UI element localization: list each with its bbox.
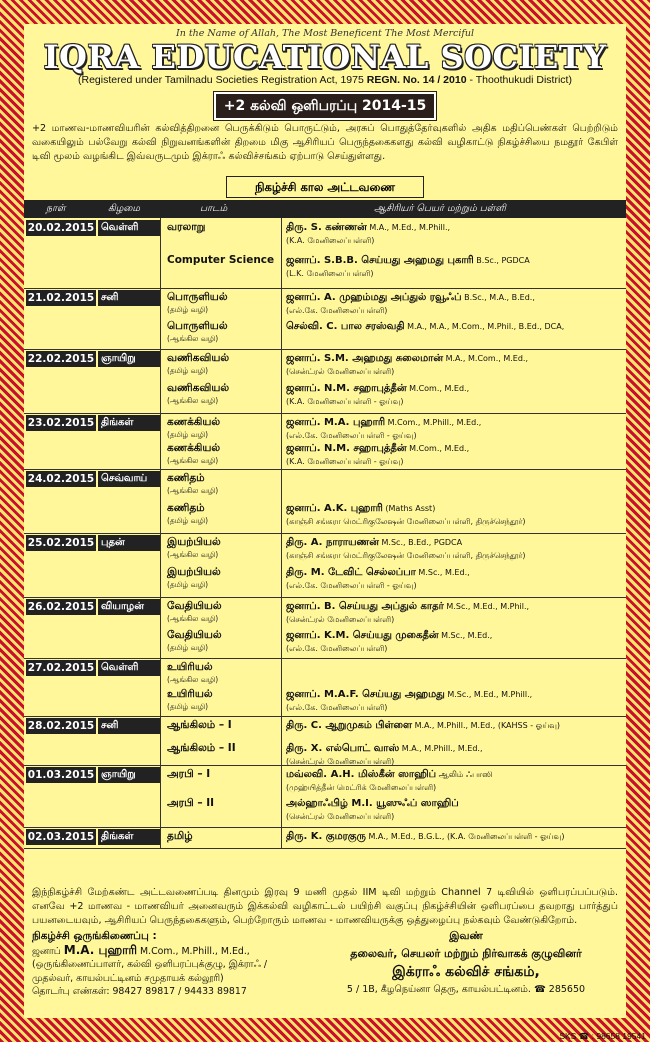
subject-name: கணிதம் [167, 472, 205, 484]
schedule-row [24, 597, 626, 659]
row-day: சனி [98, 290, 160, 306]
teacher-school: (சென்ட்ரல் மேனிலைப்பள்ளி) [286, 757, 395, 766]
schedule-row [24, 413, 626, 470]
subject-name: கணக்கியல் [167, 442, 221, 454]
organizer-title: நிகழ்ச்சி ஒருங்கிணைப்பு : [32, 930, 157, 942]
signatory-line3: 5 / 1B, கீழநெய்னா தெரு, காயல்பட்டினம். ☎ 285650 [346, 984, 586, 995]
society-title: IQRA EDUCATIONAL SOCIETY [43, 38, 607, 76]
row-day: ஞாயிறு [98, 767, 160, 783]
teacher-quals: M.Com., M.Ed., [406, 444, 470, 453]
teacher-school: (எல்.கே. மேனிலைப்பள்ளி - ஓய்வு) [286, 431, 417, 440]
teacher-quals: M.Sc., M.Ed., M.Phil., [443, 602, 530, 611]
teacher-quals: M.Sc., B.Ed., PGDCA [378, 538, 463, 547]
column-divider [160, 349, 161, 413]
teacher-school: (முஹ்யித்தீன் மெட்ரிக் மேனிலைப்பள்ளி) [286, 783, 437, 792]
subject-medium: (தமிழ் வழி) [167, 430, 209, 439]
subject-medium: (ஆங்கில வழி) [167, 486, 219, 495]
column-divider [160, 765, 161, 827]
teacher-line [286, 321, 564, 333]
header-day: கிழமை [108, 203, 141, 214]
teacher-line [286, 255, 530, 267]
column-divider [160, 413, 161, 469]
schedule-title: நிகழ்ச்சி கால அட்டவணை [226, 176, 424, 198]
subject-name: உயிரியல் [167, 688, 213, 700]
column-divider [160, 218, 161, 288]
teacher-school: (K.A. மேனிலைப்பள்ளி - ஓய்வு) [286, 457, 404, 466]
program-banner: +2 கல்வி ஒளிபரப்பு 2014-15 [214, 92, 436, 120]
schedule-row [24, 716, 626, 766]
column-divider [281, 288, 282, 349]
teacher-school: (எல்.கே. மேனிலைப்பள்ளி - ஓய்வு) [286, 581, 417, 590]
teacher-quals: M.A., M.Ed., B.G.L., (K.A. மேனிலைப்பள்ளி - ஓய்வு) [365, 832, 565, 841]
column-divider [160, 827, 161, 848]
organizer-contact: தொடர்பு எண்கள்: 98427 89817 / 94433 89817 [32, 986, 247, 997]
reg-number: REGN. No. 14 / 2010 [366, 74, 467, 86]
teacher-quals: (Maths Asst) [382, 504, 436, 513]
column-divider [281, 658, 282, 716]
row-date: 28.02.2015 [27, 720, 95, 732]
row-day: ஞாயிறு [98, 351, 160, 367]
bismillah: In the Name of Allah, The Most Beneficent The Most Merciful [175, 28, 475, 39]
subject-medium: (தமிழ் வழி) [167, 643, 209, 652]
subject-name: இயற்பியல் [167, 536, 221, 548]
subject-name: ஆங்கிலம் – I [167, 719, 232, 731]
reg-suffix: - Thoothukudi District) [466, 74, 572, 86]
schedule-row [24, 469, 626, 534]
teacher-name: ஜனாப். S.M. அஹமது சுலைமான் [286, 353, 444, 364]
teacher-name: மவ்லவி. A.H. மிஸ்கீன் ஸாஹிப் [286, 769, 437, 780]
column-divider [281, 349, 282, 413]
designer-credit: SKS ☎ : 98658 19541 [559, 1031, 646, 1041]
teacher-name: ஜனாப். N.M. சஹாபுத்தீன் [286, 383, 407, 394]
teacher-school: (L.K. மேனிலைப்பள்ளி) [286, 269, 374, 278]
teacher-name: ஜனாப். A. முஹம்மது அப்துல் ரவூஃப் [286, 292, 462, 303]
teacher-name: ஜனாப். A.K. புஹாரி [286, 503, 383, 514]
row-date: 21.02.2015 [27, 292, 95, 304]
column-divider [160, 288, 161, 349]
teacher-line [286, 798, 459, 810]
organizer-role: (ஒருங்கிணைப்பாளர், கல்வி ஒளிபரப்புக்குழு, இக்ராஃ / முதல்வர், காயல்பட்டினம் சமுதாயக் கல்லூரி) [32, 959, 268, 984]
subject-medium: (தமிழ் வழி) [167, 366, 209, 375]
poster-body [24, 24, 626, 1018]
table-header [24, 200, 626, 218]
row-date: 25.02.2015 [27, 537, 95, 549]
teacher-school: (எல்.கே. மேனிலைப்பள்ளி) [286, 306, 388, 315]
teacher-name: அல்ஹாஃபிழ் M.I. யூஸுஃப் ஸாஹிப் [286, 798, 459, 809]
subject-medium: (ஆங்கில வழி) [167, 550, 219, 559]
subject-name: பொருளியல் [167, 291, 228, 303]
teacher-school: (K.A. மேனிலைப்பள்ளி - ஓய்வு) [286, 397, 404, 406]
teacher-quals: M.Sc., M.Ed., [415, 568, 470, 577]
signatory-label: இவண் [449, 930, 483, 942]
row-day: சனி [98, 718, 160, 734]
teacher-quals: M.A., M.Phill., M.Ed., (KAHSS - ஓய்வு) [412, 721, 561, 730]
column-divider [160, 533, 161, 597]
signatory-block [314, 930, 618, 996]
row-day: திங்கள் [98, 829, 160, 845]
column-divider [281, 413, 282, 469]
column-divider [281, 218, 282, 288]
teacher-school: (சென்ட்ரல் மேனிலைப்பள்ளி) [286, 615, 395, 624]
teacher-line [286, 720, 560, 732]
teacher-line [286, 537, 462, 549]
teacher-line [286, 353, 528, 365]
teacher-quals: ஆலிம் ஃபாஸி [436, 770, 493, 779]
subject-medium: (ஆங்கில வழி) [167, 675, 219, 684]
schedule-row [24, 533, 626, 598]
row-date: 20.02.2015 [27, 222, 95, 234]
schedule-row [24, 827, 626, 849]
teacher-line [286, 743, 483, 755]
column-divider [281, 716, 282, 765]
teacher-line [286, 292, 535, 304]
teacher-line [286, 689, 532, 701]
column-divider [160, 597, 161, 658]
subject-name: கணிதம் [167, 502, 205, 514]
subject-medium: (தமிழ் வழி) [167, 580, 209, 589]
row-date: 26.02.2015 [27, 601, 95, 613]
teacher-name: ஜனாப். B. செய்யது அப்துல் காதர் [286, 601, 444, 612]
teacher-name: ஜனாப். N.M. சஹாபுத்தீன் [286, 443, 407, 454]
subject-name: வரலாறு [167, 221, 206, 233]
schedule-row [24, 765, 626, 828]
row-date: 01.03.2015 [27, 769, 95, 781]
subject-medium: (ஆங்கில வழி) [167, 396, 219, 405]
organizer-prefix: ஜனாப் [32, 945, 64, 957]
subject-name: வேதியியல் [167, 629, 222, 641]
organizer-name: M.A. புஹாரி [63, 942, 138, 957]
teacher-name: ஜனாப். M.A. புஹாரி [286, 417, 386, 428]
subject-medium: (ஆங்கில வழி) [167, 334, 219, 343]
teacher-school: (காஞ்சி சங்கரா மெட்ரிகுலேஷன் மேனிலைப்பள்ளி, திருச்செந்தூர்) [286, 551, 526, 560]
column-divider [281, 597, 282, 658]
teacher-name: திரு. X. எல்பொட் வாஸ் [286, 743, 400, 754]
signatory-line1: தலைவர், செயலர் மற்றும் நிர்வாகக் குழுவினர் [350, 947, 582, 960]
schedule-row [24, 218, 626, 289]
teacher-name: ஜனாப். M.A.F. செய்யது அஹமது [286, 689, 445, 700]
reg-prefix: (Registered under Tamilnadu Societies Registration Act, 1975 [78, 74, 367, 86]
teacher-school: (சென்ட்ரல் மேனிலைப்பள்ளி) [286, 367, 395, 376]
row-day: வெள்ளி [98, 660, 160, 676]
teacher-line [286, 769, 492, 781]
subject-name: Computer Science [167, 254, 275, 266]
teacher-line [286, 443, 469, 455]
subject-medium: (தமிழ் வழி) [167, 702, 209, 711]
row-date: 27.02.2015 [27, 662, 95, 674]
subject-name: பொருளியல் [167, 320, 228, 332]
teacher-quals: M.A., M.Com., M.Ed., [443, 354, 529, 363]
subject-name: ஆங்கிலம் – II [167, 742, 236, 754]
subject-name: அரபி – I [167, 768, 211, 780]
subject-name: வேதியியல் [167, 600, 222, 612]
column-divider [281, 469, 282, 533]
registration-line [24, 74, 626, 86]
teacher-quals: M.Sc., M.Ed., [438, 631, 493, 640]
schedule-row [24, 288, 626, 350]
row-date: 02.03.2015 [27, 831, 95, 843]
subject-medium: (தமிழ் வழி) [167, 516, 209, 525]
teacher-name: திரு. A. நாராயணன் [286, 537, 379, 548]
teacher-school: (எல்.கே. மேனிலைப்பள்ளி) [286, 644, 388, 653]
schedule-row [24, 658, 626, 717]
column-divider [160, 469, 161, 533]
subject-name: வணிகவியல் [167, 382, 230, 394]
teacher-name: திரு. M. டேவிட் செல்லப்பா [286, 567, 416, 578]
row-day: வியாழன் [98, 599, 160, 615]
subject-medium: (ஆங்கில வழி) [167, 456, 219, 465]
row-day: செவ்வாய் [98, 471, 160, 487]
row-date: 23.02.2015 [27, 417, 95, 429]
header-teacher: ஆசிரியர் பெயர் மற்றும் பள்ளி [374, 203, 506, 214]
teacher-quals: B.Sc., PGDCA [473, 256, 530, 265]
teacher-quals: M.Sc., M.Ed., M.Phill., [444, 690, 533, 699]
header-date: நாள் [46, 203, 66, 214]
column-divider [281, 827, 282, 848]
row-day: புதன் [98, 535, 160, 551]
teacher-quals: M.Com., M.Phill., M.Ed., [385, 418, 482, 427]
subject-name: அரபி – II [167, 797, 215, 809]
subject-medium: (தமிழ் வழி) [167, 305, 209, 314]
column-divider [160, 716, 161, 765]
teacher-line [286, 222, 450, 234]
header-subject: பாடம் [200, 203, 228, 214]
teacher-name: ஜனாப். K.M. செய்யது முகைதீன் [286, 630, 439, 641]
teacher-school: (காஞ்சி சங்கரா மெட்ரிகுலேஷன் மேனிலைப்பள்ளி, திருச்செந்தூர்) [286, 517, 526, 526]
teacher-school: (K.A. மேனிலைப்பள்ளி) [286, 236, 375, 245]
teacher-school: (எல்.கே. மேனிலைப்பள்ளி) [286, 703, 388, 712]
row-date: 22.02.2015 [27, 353, 95, 365]
teacher-line [286, 630, 492, 642]
schedule-row [24, 349, 626, 414]
subject-name: தமிழ் [167, 830, 193, 842]
subject-name: வணிகவியல் [167, 352, 230, 364]
teacher-line [286, 831, 564, 843]
column-divider [281, 765, 282, 827]
teacher-name: திரு. C. ஆறுமுகம் பிள்ளை [286, 720, 413, 731]
row-day: வெள்ளி [98, 220, 160, 236]
teacher-quals: M.Com., M.Ed., [406, 384, 470, 393]
teacher-name: திரு. S. கண்ணன் [286, 222, 367, 233]
subject-name: உயிரியல் [167, 661, 213, 673]
subject-medium: (ஆங்கில வழி) [167, 614, 219, 623]
row-day: திங்கள் [98, 415, 160, 431]
subject-name: இயற்பியல் [167, 566, 221, 578]
broadcast-info: இந்நிகழ்ச்சி மேற்கண்ட அட்டவணைப்படி தினமும் இரவு 9 மணி முதல் IIM டிவி மற்றும் Channel 7 டிவியில் ஒளிபரப்பப்படும். எனவே +2 மாணவ - மாணவியர் அனைவரும் இக்கல்வி வழிகாட்டல் பயிற்சி வகுப்பு நிகழ்ச்சியின் ஒளிபரப்பை தவறாது பார்த்துப் பயனடையவும், ஆசிரியப் பெருந்தகைகளும், பெற்றோரும் மாணவ - மாணவியருக்கு ஒத்துழைப்பு நல்கவும் வேண்டுகிறோம். [32, 887, 618, 926]
column-divider [160, 658, 161, 716]
teacher-line [286, 503, 435, 515]
teacher-line [286, 601, 529, 613]
organizer-name-line [32, 944, 302, 959]
teacher-quals: M.A., M.A., M.Com., M.Phil., B.Ed., DCA, [404, 322, 565, 331]
column-divider [281, 533, 282, 597]
teacher-line [286, 417, 481, 429]
teacher-name: ஜனாப். S.B.B. செய்யது அஹமது புகாரி [286, 255, 474, 266]
teacher-quals: M.A., M.Ed., M.Phill., [366, 223, 451, 232]
row-date: 24.02.2015 [27, 473, 95, 485]
signatory-line2: இக்ராஃ கல்விச் சங்கம், [392, 964, 540, 980]
teacher-line [286, 567, 470, 579]
intro-paragraph: +2 மாணவ-மாணவியரின் கல்வித்திறனை பெருக்கிடும் பொருட்டும், அரசுப் பொதுத்தேர்வுகளில் அதிக மதிப்பெண்கள் பெற்றிடும் வகையிலும் பல்வேறு கல்வி நிறுவனங்களின் திறமை மிகு ஆசிரியப் பெருந்தகைகளது கல்வி வழிகாட்டு நிகழ்ச்சியை நமதூர் கேபிள் டிவி மூலம் வழங்கிட இவ்வருடமும் இக்ராஃ கல்விச்சங்கம் ஏற்பாடு செய்துள்ளது. [32, 123, 618, 162]
subject-name: கணக்கியல் [167, 416, 221, 428]
organizer-block [32, 930, 302, 999]
teacher-quals: B.Sc., M.A., B.Ed., [461, 293, 535, 302]
teacher-quals: M.A., M.Phill., M.Ed., [399, 744, 483, 753]
teacher-school: (சென்ட்ரல் மேனிலைப்பள்ளி) [286, 812, 395, 821]
organizer-quals: M.Com., M.Phill., M.Ed., [137, 945, 250, 957]
teacher-line [286, 383, 469, 395]
teacher-name: செல்வி. C. பால சரஸ்வதி [286, 321, 405, 332]
teacher-name: திரு. K. குமரகுரு [286, 831, 366, 842]
